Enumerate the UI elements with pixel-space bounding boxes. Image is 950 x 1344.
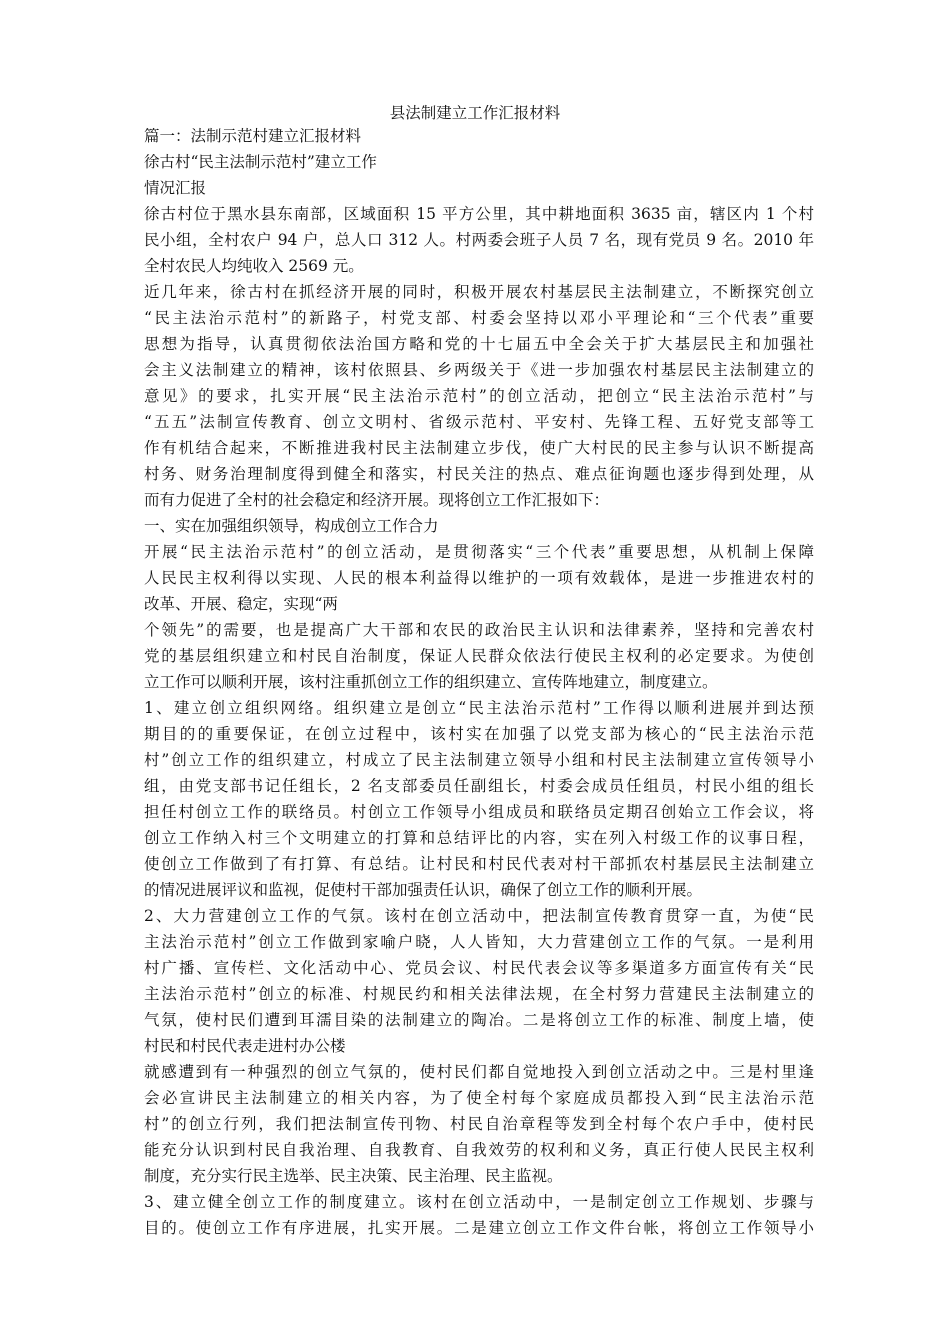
text-line: 制度，充分实行民主选举、民主决策、民主治理、民主监视。 <box>144 1167 563 1185</box>
text-line: 会主义法制建立的精神，该村依照县、乡两级关于《进一步加强农村基层民主法制建立的 <box>144 361 814 379</box>
document-title: 县法制建立工作汇报材料 <box>389 104 561 122</box>
text-line: 党的基层组织建立和村民自治制度，保证人民群众依法行使民主权利的必定要求。为使创 <box>144 647 814 665</box>
text-line: 组，由党支部书记任组长，2 名支部委员任副组长，村委会成员任组员，村民小组的组长 <box>144 777 814 795</box>
text-line: 徐古村“民主法制示范村”建立工作 <box>144 153 377 171</box>
text-line: 的情况进展评议和监视，促使村干部加强责任认识，确保了创立工作的顺利开展。 <box>144 881 703 899</box>
text-line: 目的。使创立工作有序进展，扎实开展。二是建立创立工作文件台帐，将创立工作领导小 <box>144 1219 814 1237</box>
text-line: 开展“民主法治示范村”的创立活动，是贯彻落实“三个代表”重要思想，从机制上保障 <box>144 543 814 561</box>
text-line: 创立工作纳入村三个文明建立的打算和总结评比的内容，实在列入村级工作的议事日程， <box>144 829 814 847</box>
text-line: 徐古村位于黑水县东南部，区域面积 15 平方公里，其中耕地面积 3635 亩，辖区内 1 个村 <box>144 205 814 223</box>
text-line: 能充分认识到村民自我治理、自我教育、自我效劳的权利和义务，真正行使人民民主权利 <box>144 1141 814 1159</box>
text-line: 主法治示范村”创立工作做到家喻户晓，人人皆知，大力营建创立工作的气氛。一是利用 <box>144 933 814 951</box>
text-line: 使创立工作做到了有打算、有总结。让村民和村民代表对村干部抓农村基层民主法制建立 <box>144 855 814 873</box>
text-line: “五五”法制宣传教育、创立文明村、省级示范村、平安村、先锋工程、五好党支部等工 <box>144 413 814 431</box>
text-line: 会必宣讲民主法制建立的相关内容，为了使全村每个家庭成员都投入到“民主法治示范 <box>144 1089 814 1107</box>
text-line: 全村农民人均纯收入 2569 元。 <box>144 257 364 275</box>
text-line: 个领先”的需要，也是提高广大干部和农民的政治民主认识和法律素养，坚持和完善农村 <box>144 621 814 639</box>
text-line: 村广播、宣传栏、文化活动中心、党员会议、村民代表会议等多渠道多方面宣传有关“民 <box>144 959 814 977</box>
text-line: 主法治示范村”创立的标准、村规民约和相关法律法规，在全村努力营建民主法制建立的 <box>144 985 814 1003</box>
text-line: 一、实在加强组织领导，构成创立工作合力 <box>144 517 439 535</box>
text-line: “民主法治示范村”的新路子，村党支部、村委会坚持以邓小平理论和“三个代表”重要 <box>144 309 814 327</box>
text-line: 立工作可以顺利开展，该村注重抓创立工作的组织建立、宣传阵地建立，制度建立。 <box>144 673 718 691</box>
text-line: 气氛，使村民们遭到耳濡目染的法制建立的陶冶。二是将创立工作的标准、制度上墙，使 <box>144 1011 814 1029</box>
text-line: 思想为指导，认真贯彻依法治国方略和党的十七届五中全会关于扩大基层民主和加强社 <box>144 335 814 353</box>
text-line: 人民民主权利得以实现、人民的根本利益得以维护的一项有效载体，是进一步推进农村的 <box>144 569 814 587</box>
document-body <box>144 123 814 1241</box>
text-line: 作有机结合起来，不断推进我村民主法制建立步伐，使广大村民的民主参与认识不断提高 <box>144 439 814 457</box>
text-line: 担任村创立工作的联络员。村创立工作领导小组成员和联络员定期召创始立工作会议，将 <box>144 803 814 821</box>
text-line: 就感遭到有一种强烈的创立气氛的，使村民们都自觉地投入到创立活动之中。三是村里逢 <box>144 1063 814 1081</box>
text-line: 改革、开展、稳定，实现“两 <box>144 595 338 613</box>
text-line: 村”创立工作的组织建立，村成立了民主法制建立领导小组和村民主法制建立宣传领导小 <box>144 751 814 769</box>
text-line: 民小组，全村农户 94 户，总人口 312 人。村两委会班子人员 7 名，现有党员 9 名。2010 年 <box>144 231 814 249</box>
text-line: 近几年来，徐古村在抓经济开展的同时，积极开展农村基层民主法制建立，不断探究创立 <box>144 283 814 301</box>
text-line: 1、建立创立组织网络。组织建立是创立“民主法治示范村”工作得以顺利进展并到达预 <box>144 699 814 717</box>
text-line: 篇一：法制示范村建立汇报材料 <box>144 127 362 145</box>
text-line: 意见》的要求，扎实开展“民主法治示范村”的创立活动，把创立“民主法治示范村”与 <box>144 387 814 405</box>
text-line: 村”的创立行列，我们把法制宣传刊物、村民自治章程等发到全村每个农户手中，使村民 <box>144 1115 814 1133</box>
text-line: 村民和村民代表走进村办公楼 <box>144 1037 346 1055</box>
text-line: 2、大力营建创立工作的气氛。该村在创立活动中，把法制宣传教育贯穿一直，为使“民 <box>144 907 814 925</box>
text-line: 情况汇报 <box>144 179 207 197</box>
text-line: 3、建立健全创立工作的制度建立。该村在创立活动中，一是制定创立工作规划、步骤与 <box>144 1193 814 1211</box>
text-line: 而有力促进了全村的社会稳定和经济开展。现将创立工作汇报如下： <box>144 491 610 509</box>
text-line: 期目的的重要保证，在创立过程中，该村实在加强了以党支部为核心的“民主法治示范 <box>144 725 814 743</box>
text-line: 村务、财务治理制度得到健全和落实，村民关注的热点、难点征询题也逐步得到处理，从 <box>144 465 814 483</box>
